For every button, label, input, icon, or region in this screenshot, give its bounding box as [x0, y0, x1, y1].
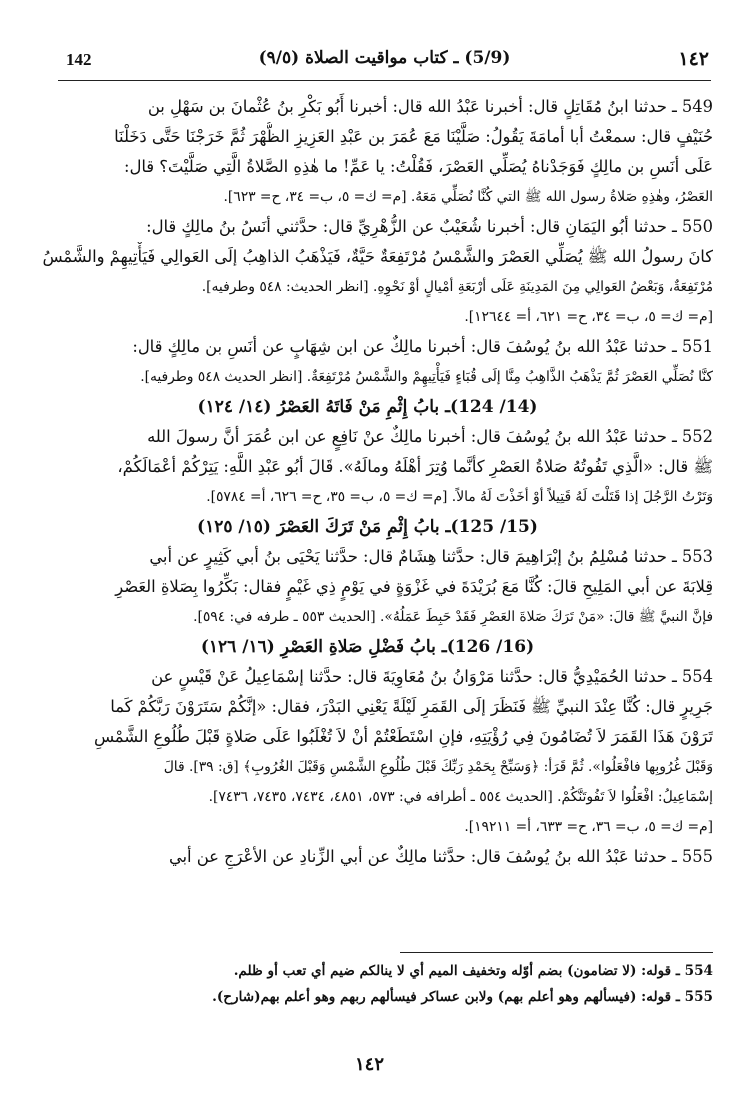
page-number-arabic: ١٤٢	[678, 48, 709, 70]
hadith-554-line-4: وَقَبْلَ غُرُوبِها فافْعَلُوا». ثُمَّ قَرَأ: ﴿وَسَبِّحْ بِحَمْدِ رَبِّكَ قَبْلَ طُلُوعِ الشَّمْسِ وَقَبْلَ الغُرُوبِ﴾ [ق: ٣٩]. قالَ	[163, 759, 713, 775]
hadith-552-line-2: ﷺ قال: «الَّذِي تَفُوتُهُ صَلاةُ العَصْرِ كأنَّما وُتِرَ أهْلَهُ ومالَهُ». قَالَ أبُو عَبْدِ اللَّهِ: يَتِرْكُمْ أعْمَالَكُمْ،	[117, 457, 713, 476]
hadith-552-line-3: وَتَرْتُ الرَّجُلَ إذا قَتَلْتَ لَهُ قَتِيلاً أوْ أخَذْتَ لَهُ مالاً. [م= ك= ٥، ب= ٣٥، ح= ٦٢٦، أ= ٥٧٨٤].	[206, 489, 713, 505]
page-footer-number: ١٤٢	[354, 1054, 384, 1075]
hadith-549-line-2: حُنَيْفٍ قال: سمعْتُ أبا أمامَةَ يَقُولُ: صَلَّيْنَا مَعَ عُمَرَ بن عَبْدِ العَزِيزِ الظُّهْرَ ثُمَّ خَرَجْنَا حَتَّى دَخَلْنَا	[114, 127, 713, 146]
hadith-551-line-1: 551 ـ حدثنا عَبْدُ الله بنُ يُوسُفَ قال: أخبرنا مالِكٌ عن ابن شِهَابٍ عن أنَسِ بن مالِكٍ قال:	[132, 337, 713, 356]
hadith-550-line-3: مُرْتَفِعَةٌ، وَبَعْضُ العَوالِي مِنَ المَدِينَةِ عَلَى أرْبَعَةِ أمْيالٍ أوْ نَحْوِهِ. [انظر الحديث: ٥٤٨ وطرفيه].	[201, 279, 713, 295]
hadith-552-line-1: 552 ـ حدثنا عَبْدُ الله بنُ يُوسُفَ قال: أخبرنا مالِكٌ عنْ نَافِعٍ عن ابن عُمَرَ أنَّ رسولَ الله	[147, 427, 713, 446]
chapter-heading-125: (15/ 125)ـ بابُ إِثْمِ مَنْ تَرَكَ العَصْرَ (١٥/ ١٢٥)	[197, 517, 538, 537]
page-header	[58, 44, 711, 78]
hadith-554-line-5: إسْمَاعِيلُ: افْعَلُوا لاَ تَفُوتَنَّكُمْ. [الحديث ٥٥٤ ـ أطرافه في: ٥٧٣، ٤٨٥١، ٧٤٣٤، ٧٤٣٥، ٧٤٣٦].	[208, 789, 713, 805]
hadith-549-line-4: العَصْرُ، وهٰذِهِ صَلاةُ رسول الله ﷺ التي كُنَّا نُصَلِّي مَعَهُ. [م= ك= ٥، ب= ٣٤، ح= ٦٢٣].	[223, 189, 713, 205]
hadith-553-line-3: فإنَّ النبيَّ ﷺ قالَ: «مَنْ تَرَكَ صَلاةَ العَصْرِ فَقَدْ حَبِطَ عَمَلُهُ». [الحديث ٥٥٣ ـ طرفه في: ٥٩٤].	[193, 609, 713, 625]
chapter-heading-124: (14/ 124)ـ بابُ إِثْمِ مَنْ فَاتَهُ العَصْرُ (١٤/ ١٢٤)	[197, 397, 538, 417]
running-title: (5/9) ـ كتاب مواقيت الصلاة (٩/٥)	[258, 48, 511, 68]
hadith-549-line-1: 549 ـ حدثنا ابنُ مُقَاتِلٍ قال: أخبرنا عَبْدُ الله قال: أخبرنا أَبُو بَكْرِ بنُ عُثْمانَ بن سَهْلِ بن	[147, 97, 713, 116]
page-number-latin: 142	[66, 50, 92, 69]
hadith-550-line-4: [م= ك= ٥، ب= ٣٤، ح= ٦٢١، أ= ١٢٦٤٤].	[464, 309, 713, 325]
footnotes	[22, 958, 713, 1010]
hadith-553-line-1: 553 ـ حدثنا مُسْلِمُ بنُ إبْرَاهِيمَ قال: حدَّثنا هِشَامٌ قال: حدَّثنا يَحْيَى بنُ أبي كَثِيرٍ عن أبي	[149, 547, 713, 566]
hadith-550-line-1: 550 ـ حدثنا أبُو اليَمَانِ قال: أخبرنا شُعَيْبٌ عن الزُّهْرِيِّ قال: حدَّثني أنَسُ بنُ مالِكٍ قال:	[146, 217, 713, 236]
hadith-554-line-1: 554 ـ حدثنا الحُمَيْدِيُّ قال: حدَّثنا مَرْوَانُ بنُ مُعَاوِيَةَ قال: حدَّثنا إسْمَاعِيلُ عَنْ قَيْسٍ عن	[151, 667, 713, 686]
hadith-555-line-1: 555 ـ حدثنا عَبْدُ الله بنُ يُوسُفَ قال: حدَّثنا مالِكٌ عن أبي الزِّنادِ عن الأعْرَجِ عن أبي	[168, 847, 713, 866]
footnote-554: 554 ـ قوله: (لا تضامون) بضم أوّله وتخفيف الميم أي لا ينالكم ضيم أي تعب أو ظلم.	[233, 963, 713, 979]
footnote-rule	[400, 952, 713, 953]
chapter-heading-126: (16/ 126)ـ بابُ فَضْلِ صَلاةِ العَصْرِ (١٦/ ١٢٦)	[200, 637, 535, 657]
footnote-555: 555 ـ قوله: (فيسألهم وهو أعلم بهم) ولابن عساكر فيسألهم ربهم وهو أعلم بهم(شارح).	[212, 989, 713, 1005]
main-text	[22, 92, 713, 934]
hadith-551-line-2: كنَّا نُصَلِّي العَصْرَ ثُمَّ يَذْهَبُ الذَّاهِبُ مِنَّا إلَى قُبَاءٍ فَيَأْتِيهِمْ والشَّمْسُ مُرْتَفِعَةٌ. [انظر الحديث ٥٤٨ وطرفيه].	[140, 369, 713, 385]
hadith-549-line-3: عَلَى أنَسِ بن مالِكٍ فَوَجَدْناهُ يُصَلِّي العَصْرَ، فَقُلْتُ: يا عَمِّ! ما هٰذِهِ الصَّلاةُ الَّتِي صَلَّيْتَ؟ قال:	[124, 157, 713, 176]
hadith-550-line-2: كانَ رسولُ الله ﷺ يُصَلِّي العَصْرَ والشَّمْسُ مُرْتَفِعَةٌ حَيَّةٌ، فَيَذْهَبُ الذاهِبُ إلَى العَوالِي فَيَأْتِيهِمْ والشَّمْسُ	[42, 247, 713, 266]
hadith-554-line-3: تَرَوْنَ هَذَا القَمَرَ لاَ تُضَامُونَ فِي رُؤْيَتِهِ، فإنِ اسْتَطَعْتُمْ أنْ لاَ تُغْلَبُوا عَلَى صَلاةٍ قَبْلَ طُلُوعِ الشَّمْسِ	[94, 727, 713, 746]
hadith-554-line-6: [م= ك= ٥، ب= ٣٦، ح= ٦٣٣، أ= ١٩٢١١].	[464, 819, 713, 835]
hadith-554-line-2: جَرِيرٍ قال: كُنَّا عِنْدَ النبيِّ ﷺ فَنَظَرَ إلَى القَمَرِ لَيْلَةً يَعْنِي البَدْرَ، فقال: «إنَّكُمْ سَتَرَوْنَ رَبَّكُمْ كَما	[110, 697, 713, 716]
header-rule	[58, 80, 711, 81]
hadith-553-line-2: قِلابَةَ عن أبي المَلِيحِ قالَ: كُنَّا مَعَ بُرَيْدَةَ في غَزْوَةٍ في يَوْمٍ ذِي غَيْمٍ فقال: بَكِّرُوا بِصَلاةِ العَصْرِ	[115, 577, 713, 596]
